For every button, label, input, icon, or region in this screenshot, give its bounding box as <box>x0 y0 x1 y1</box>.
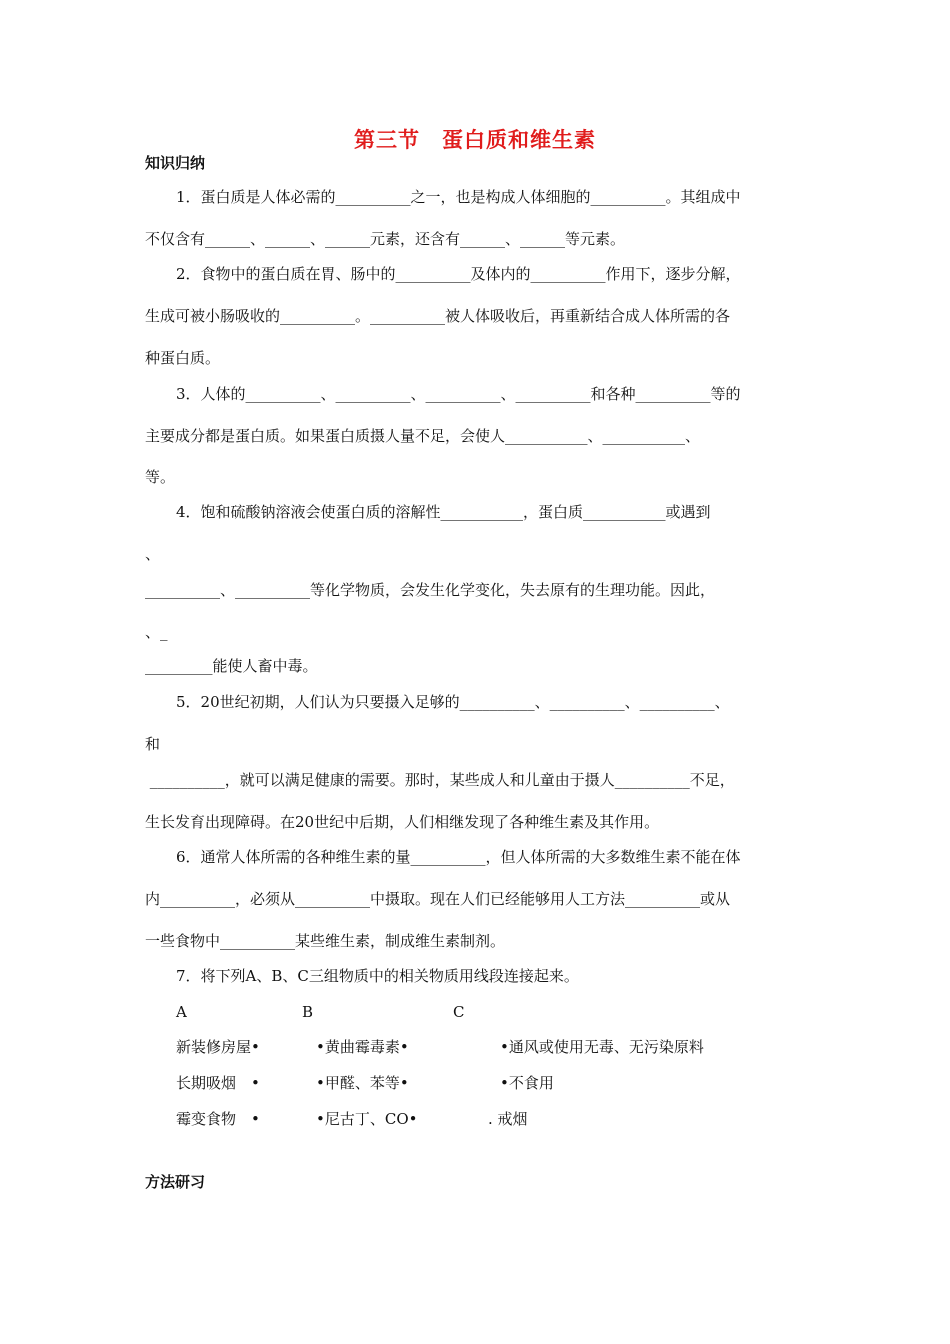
match-item-a: 新装修房屋• <box>176 1038 260 1056</box>
text-line: 等。 <box>145 468 176 486</box>
match-item-c: . 戒烟 <box>488 1110 528 1128</box>
match-item-c: •通风或使用无毒、无污染原料 <box>500 1038 704 1056</box>
text-line: 4．饱和硫酸钠溶液会使蛋白质的溶解性___________，蛋白质___________或遇到 <box>176 503 711 521</box>
match-item-a: 长期吸烟 • <box>176 1074 260 1092</box>
text-line: 5．20世纪初期，人们认为只要摄入足够的__________、__________、__________、 <box>176 693 730 711</box>
column-header-a: A <box>176 1003 187 1021</box>
text-line: 、_ <box>145 623 168 641</box>
text-line: 2．食物中的蛋白质在胃、肠中的__________及体内的__________作用下，逐步分解， <box>176 265 741 283</box>
text-line: 不仅含有______、______、______元素，还含有______、______等元素。 <box>145 230 626 248</box>
text-line: __________、__________等化学物质，会发生化学变化，失去原有的生理功能。因此， <box>145 581 716 599</box>
page-title: 第三节 蛋白质和维生素 <box>354 128 596 152</box>
text-line: 主要成分都是蛋白质。如果蛋白质摄人量不足，会使人___________、___________、 <box>145 427 701 445</box>
match-item-b: •甲醛、苯等• <box>316 1074 409 1092</box>
column-header-b: B <box>302 1003 314 1021</box>
text-line: 生长发育出现障碍。在20世纪中后期，人们相继发现了各种维生素及其作用。 <box>145 813 660 831</box>
text-line: 内__________，必须从__________中摄取。现在人们已经能够用人工方法__________或从 <box>145 890 731 908</box>
match-item-b: •尼古丁、CO• <box>316 1110 418 1128</box>
text-line: 7．将下列A、B、C三组物质中的相关物质用线段连接起来。 <box>176 967 579 985</box>
match-item-a: 霉变食物 • <box>176 1110 260 1128</box>
text-line: 生成可被小肠吸收的__________。__________被人体吸收后，再重新结合成人体所需的各 <box>145 307 731 325</box>
text-line: __________，就可以满足健康的需要。那时，某些成人和儿童由于摄人__________不足， <box>145 771 735 789</box>
text-line: 3．人体的__________、__________、__________、__________和各种__________等的 <box>176 385 741 403</box>
match-item-b: •黄曲霉毒素• <box>316 1038 409 1056</box>
text-line: 一些食物中__________某些维生素，制成维生素制剂。 <box>145 932 506 950</box>
text-line: 6．通常人体所需的各种维生素的量__________，但人体所需的大多数维生素不能在体 <box>176 848 741 866</box>
text-line: _________能使人畜中毒。 <box>145 657 318 675</box>
section-heading-knowledge: 知识归纳 <box>145 154 206 172</box>
match-item-c: •不食用 <box>500 1074 554 1092</box>
text-line: 、 <box>145 545 161 563</box>
section-heading-method: 方法研习 <box>145 1173 206 1191</box>
text-line: 1．蛋白质是人体必需的__________之一，也是构成人体细胞的__________。其组成中 <box>176 188 741 206</box>
text-line: 种蛋白质。 <box>145 349 221 367</box>
column-header-c: C <box>453 1003 465 1021</box>
text-line: 和 <box>145 735 161 753</box>
